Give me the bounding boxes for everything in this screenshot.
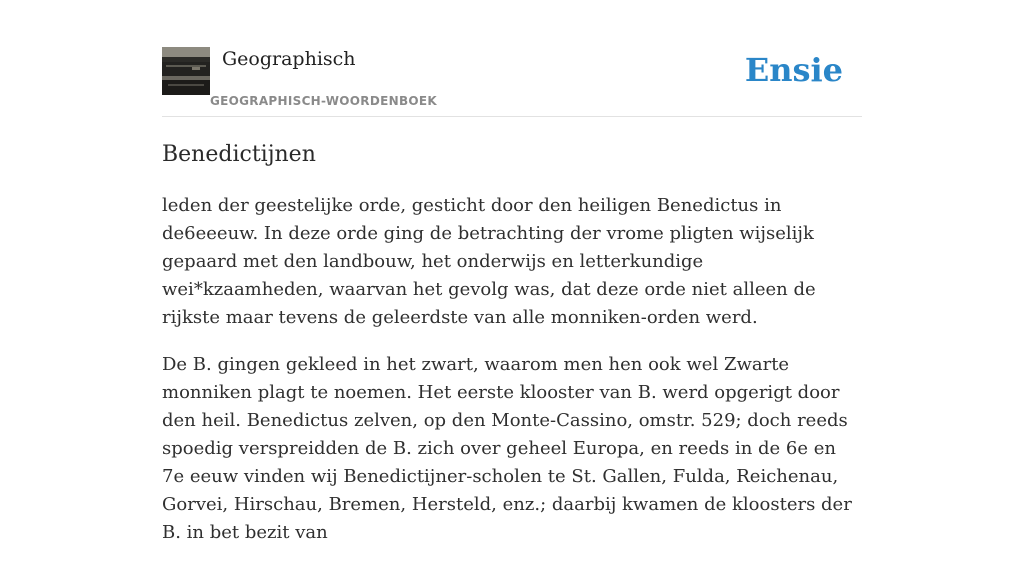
avatar[interactable] bbox=[162, 47, 210, 95]
entry-body bbox=[162, 192, 862, 566]
entry-title: Benedictijnen bbox=[162, 142, 316, 167]
entry-paragraph: De B. gingen gekleed in het zwart, waarom men hen ook wel Zwarte monniken plagt te noemen. Het eerste klooster van B. werd opgerigt door den heil. Benedictus zelven, op den Monte-Cassino, omstr. 529; doch reeds spoedig verspreidden de B. zich over geheel Europa, en reeds in de 6e en 7e eeuw vinden wij Benedictijner-scholen te St. Gallen, Fulda, Reichenau, Gorvei, Hirschau, Bremen, Hersteld, enz.; daarbij kwamen de kloosters der B. in bet bezit van bbox=[162, 354, 852, 543]
header bbox=[162, 46, 862, 117]
brand-logo[interactable]: Ensie bbox=[744, 51, 843, 89]
book-spines-photo-icon bbox=[162, 47, 210, 95]
site-handle[interactable]: GEOGRAPHISCH-WOORDENBOEK bbox=[210, 94, 437, 108]
site-name[interactable]: Geographisch bbox=[222, 48, 356, 70]
entry-paragraph: leden der geestelijke orde, gesticht door den heiligen Benedictus in de6eeeuw. In deze orde ging de betrachting der vrome pligten wijselijk gepaard met den landbouw, het onderwijs en letterkundige wei*kzaamheden, waarvan het gevolg was, dat deze orde niet alleen de rijkste maar tevens de geleerdste van alle monniken-orden werd. bbox=[162, 195, 816, 328]
